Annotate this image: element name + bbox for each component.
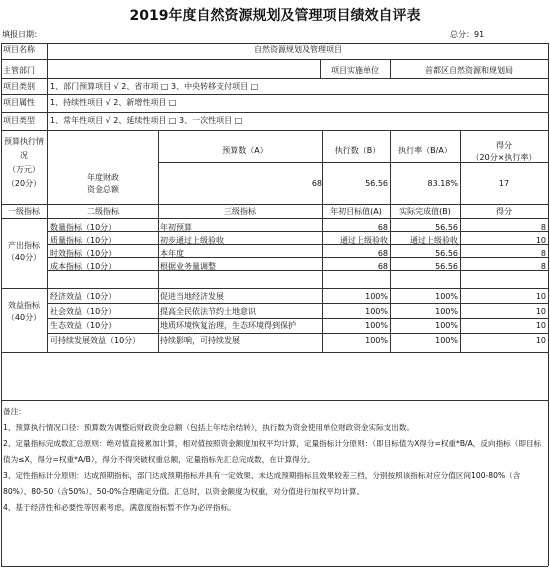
output-row-3-l3: 本年度 <box>160 249 184 258</box>
effect-row-3-l2: 生态效益（10分） <box>50 321 117 330</box>
attribute-label: 项目属性 <box>3 98 35 107</box>
grid-hline <box>1 218 548 219</box>
exec-value: 56.56 <box>365 179 388 188</box>
department-label: 主管部门 <box>3 66 35 75</box>
page-title: 2019年度自然资源规划及管理项目绩效自评表 <box>129 8 421 24</box>
output-row-4-l2: 成本指标（10分） <box>50 262 117 271</box>
grid-hline <box>1 130 548 131</box>
effect-row-2-a: 100% <box>365 306 388 316</box>
impl-unit-label: 项目实施单位 <box>331 66 379 75</box>
effect-row-1-b: 100% <box>435 292 458 301</box>
effect-row-2-score: 10 <box>535 306 546 316</box>
grid-hline <box>47 318 548 319</box>
effect-l1-label: 效益指标 （40分） <box>6 301 42 322</box>
output-row-4-a: 68 <box>377 262 388 271</box>
output-l1-label: 产出指标 （40分） <box>6 241 42 262</box>
effect-row-1-l3: 促进当地经济发展 <box>160 292 224 301</box>
output-row-1-b: 56.56 <box>435 223 458 232</box>
grid-hline <box>1 352 548 353</box>
score-value: 17 <box>498 179 510 188</box>
ind-header-b: 实际完成值(B) <box>399 207 451 216</box>
effect-row-4-a: 100% <box>365 335 388 345</box>
score-header: 得分 （20分×执行率） <box>471 141 537 162</box>
output-row-4-l3: 根据业务量调整 <box>160 262 216 271</box>
attribute-value: 1、持续性项目 √ 2、新增性项目 □ <box>50 98 177 107</box>
effect-row-2-l2: 社会效益（10分） <box>50 306 117 316</box>
ind-header-score: 得分 <box>496 207 512 216</box>
category-value: 1、部门预算项目 √ 2、省市项 □ 3、中央转移支付项目 □ <box>50 82 259 91</box>
project-name-label: 项目名称 <box>3 45 35 54</box>
fill-date-label: 填报日期： <box>2 30 42 39</box>
output-row-1-l2: 数量指标（10分） <box>50 223 117 232</box>
budget-value: 68 <box>311 179 322 188</box>
ind-header-l2: 二级指标 <box>87 207 119 216</box>
output-row-2-a: 通过上级验收 <box>340 236 388 245</box>
output-row-3-l2: 时效指标（10分） <box>50 249 117 258</box>
output-row-3-a: 68 <box>377 249 388 258</box>
output-row-1-score: 8 <box>540 223 546 232</box>
total-score: 总分：91 <box>450 30 485 39</box>
grid-hline <box>1 204 548 205</box>
type-label: 项目类型 <box>3 116 35 125</box>
output-row-2-l3: 初步通过上级验收 <box>160 236 224 245</box>
effect-row-4-score: 10 <box>535 335 546 345</box>
rate-value: 83.18% <box>427 179 458 188</box>
effect-row-2-l3: 提高全民依法节约土地意识 <box>160 306 256 316</box>
type-value: 1、常年性项目 √ 2、延续性项目 □ 3、一次性项目 □ <box>50 116 243 125</box>
budget-header: 预算数（A） <box>222 146 268 155</box>
grid-vline <box>548 43 549 566</box>
grid-hline <box>1 78 548 79</box>
effect-row-1-a: 100% <box>365 292 388 301</box>
output-row-1-l3: 年初预算 <box>160 223 192 232</box>
grid-hline <box>1 400 548 401</box>
grid-hline <box>1 43 548 44</box>
effect-row-3-l3: 地质环境恢复治理，生态环境得到保护 <box>160 321 296 330</box>
fund-total-label: 年度财政 资金总额 <box>87 173 119 194</box>
budget-label: 预算执行情 况 （万元） （20分） <box>4 137 44 188</box>
notes <box>3 404 548 516</box>
note-2: 2、定量指标完成数汇总原则：绝对值直接累加计算，相对值按照资金额度加权平均计算，定量指标计分原则：（即目标值为X得分=权重*B/A，反向指标（即目标值为≤X，得分=权重*A/B），得分不得突破权重总额，定量指标先汇总完成数，在计算得分。 <box>3 439 542 464</box>
effect-row-1-score: 10 <box>535 292 546 301</box>
output-row-3-score: 8 <box>540 249 546 258</box>
category-label: 项目类别 <box>3 82 35 91</box>
grid-vline <box>47 43 48 352</box>
effect-row-4-l3: 持续影响，可持续发展 <box>160 335 240 345</box>
output-row-4-score: 8 <box>540 262 546 271</box>
output-row-2-b: 通过上级验收 <box>410 236 458 245</box>
impl-unit-value: 首都区自然资源和规划局 <box>425 66 513 75</box>
effect-row-4-b: 100% <box>435 335 458 345</box>
output-row-3-b: 56.56 <box>435 249 458 258</box>
ind-header-l1: 一级指标 <box>8 207 40 216</box>
ind-header-a: 年初目标值(A) <box>330 207 382 216</box>
note-4: 4、基于经济性和必要性等因素考虑，满意度指标暂不作为必评指标。 <box>3 503 236 512</box>
rate-header: 执行率（B/A） <box>398 146 452 155</box>
notes-title: 备注： <box>3 407 26 416</box>
output-row-4-b: 56.56 <box>435 262 458 271</box>
grid-hline <box>1 112 548 113</box>
ind-header-l3: 三级指标 <box>224 207 256 216</box>
effect-row-4-l2: 可持续发展效益（10分） <box>50 335 141 345</box>
grid-hline <box>47 333 548 334</box>
grid-hline <box>1 94 548 95</box>
effect-row-1-l2: 经济效益（10分） <box>50 292 117 301</box>
output-row-1-a: 68 <box>377 223 388 232</box>
effect-row-3-b: 100% <box>435 321 458 330</box>
note-3: 3、定性指标计分原则：达成预期指标，部门达成预期指标并具有一定效果、未达成预期指标且效果较差三档，分别按照该指标对应分值区间100-80%（含80%）、80-50（含50%）、50-0%合理确定分值。汇总时，以资金额度为权重，对分值进行加权平均计算。 <box>3 471 521 496</box>
output-row-2-l2: 质量指标（10分） <box>50 236 117 245</box>
project-name-value: 自然资源规划及管理项目 <box>254 45 342 54</box>
output-row-2-score: 10 <box>535 236 546 245</box>
note-1: 1、预算执行情况口径：预算数为调整后财政资金总额（包括上年结余结转），执行数为资金使用单位财政资金实际支出数。 <box>3 423 415 432</box>
grid-hline <box>1 288 548 289</box>
effect-row-3-score: 10 <box>535 321 546 330</box>
grid-hline <box>1 566 548 567</box>
effect-row-3-a: 100% <box>365 321 388 330</box>
grid-hline <box>47 303 548 304</box>
grid-vline <box>158 130 159 352</box>
grid-hline <box>1 59 548 60</box>
effect-row-2-b: 100% <box>435 306 458 316</box>
exec-header: 执行数（B） <box>334 146 381 155</box>
